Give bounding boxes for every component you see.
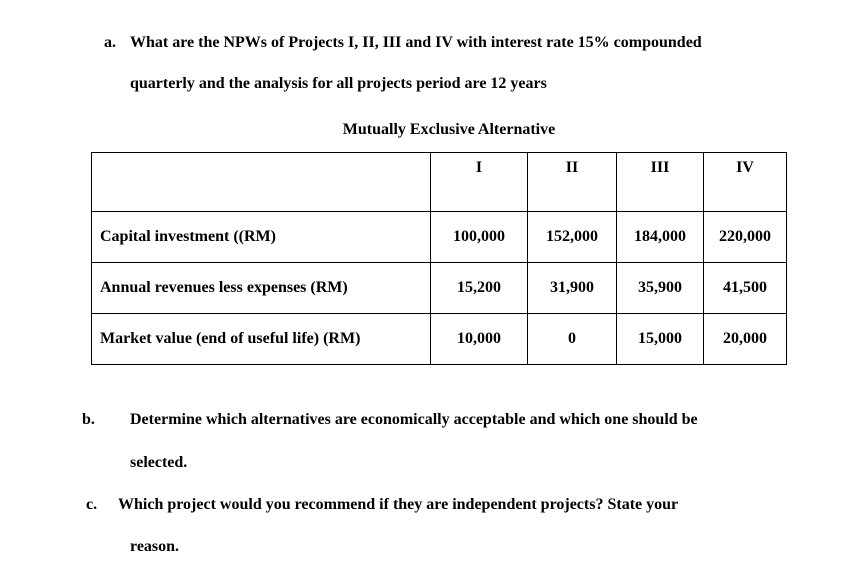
table-cell: 220,000 (704, 212, 787, 263)
table-row (92, 212, 787, 263)
question-c-marker: c. (86, 496, 98, 513)
row-label-annual-revenues: Annual revenues less expenses (RM) (92, 263, 431, 314)
table-row (92, 314, 787, 365)
question-c-text-line1: Which project would you recommend if they are independent projects? State your (118, 496, 679, 513)
question-c-text-line2: reason. (130, 538, 180, 555)
table-cell: 31,900 (528, 263, 617, 314)
table-header-row (92, 153, 787, 212)
question-a-text-line2: quarterly and the analysis for all projects period are 12 years (130, 75, 547, 92)
question-b-text-line2: selected. (130, 454, 188, 471)
column-header-iv: IV (704, 153, 787, 212)
table-cell: 0 (528, 314, 617, 365)
table-header-empty-cell (92, 153, 431, 212)
table-cell: 15,200 (431, 263, 528, 314)
question-b-marker: b. (82, 411, 95, 428)
column-header-iii: III (617, 153, 704, 212)
question-a-marker: a. (104, 34, 116, 51)
column-header-i: I (431, 153, 528, 212)
column-header-ii: II (528, 153, 617, 212)
table-cell: 100,000 (431, 212, 528, 263)
table-cell: 15,000 (617, 314, 704, 365)
table-cell: 10,000 (431, 314, 528, 365)
question-b-text-line1: Determine which alternatives are economically acceptable and which one should be (130, 411, 698, 428)
table-title: Mutually Exclusive Alternative (342, 121, 556, 138)
alternatives-table (91, 152, 787, 365)
question-a-text-line1: What are the NPWs of Projects I, II, III and IV with interest rate 15% compounded (130, 34, 702, 51)
table-cell: 152,000 (528, 212, 617, 263)
table-cell: 184,000 (617, 212, 704, 263)
table-cell: 35,900 (617, 263, 704, 314)
row-label-market-value: Market value (end of useful life) (RM) (92, 314, 431, 365)
table-cell: 20,000 (704, 314, 787, 365)
table-cell: 41,500 (704, 263, 787, 314)
table-row (92, 263, 787, 314)
row-label-capital-investment: Capital investment ((RM) (92, 212, 431, 263)
